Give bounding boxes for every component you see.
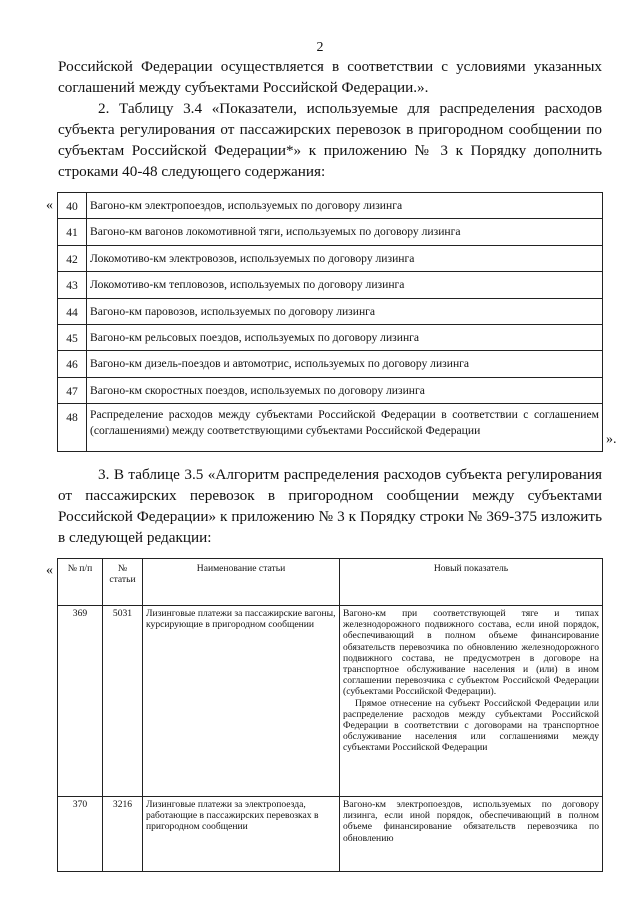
table-row [58, 245, 603, 271]
row-text: Вагоно-км скоростных поездов, используемых по договору лизинга [87, 377, 603, 403]
cell-indicator: Вагоно-км электропоездов, используемых по договору лизинга, если иной порядок, обеспечивающий в полном объеме финансирование обязательств перевозчика по обновлению [340, 797, 603, 872]
table-row [58, 404, 603, 452]
paragraph-3: 3. В таблице 3.5 «Алгоритм распределения расходов субъекта регулирования от пассажирских перевозок в пригородном сообщении между субъектами Российской Федерации» к приложению № 3 к Порядку строки № 369-375 изложить в следующей редакции: [58, 466, 602, 546]
header-number: № п/п [58, 559, 103, 606]
page-number: 2 [316, 40, 324, 55]
table-row [58, 219, 603, 245]
cell-article: 5031 [103, 606, 143, 797]
row-number: 44 [58, 298, 87, 324]
quote-close-mark: ». [606, 432, 617, 447]
row-number: 40 [58, 193, 87, 219]
table-row [58, 324, 603, 350]
row-text: Вагоно-км рельсовых поездов, используемых по договору лизинга [87, 324, 603, 350]
row-text: Распределение расходов между субъектами Российской Федерации в соответствии с соглашением (соглашениями) между соответствующими субъектами Российской Федерации [87, 404, 603, 452]
row-number: 41 [58, 219, 87, 245]
row-number: 48 [58, 404, 87, 452]
quote-open-mark-2: « [46, 563, 53, 578]
indicator-text-2: Прямое отнесение на субъект Российской Федерации или распределение расходов между субъектами Российской Федерации в соответствии с договорами на транспортное обслуживание населения или соглашениями между субъектами Российской Федерации [343, 697, 599, 754]
paragraph-1: Российской Федерации осуществляется в соответствии с условиями указанных соглашений между субъектами Российской Федерации.». [58, 58, 602, 96]
row-number: 43 [58, 272, 87, 298]
table-row [58, 351, 603, 377]
cell-name: Лизинговые платежи за электропоезда, работающие в пассажирских перевозках в пригородном сообщении [143, 797, 340, 872]
table-row [58, 377, 603, 403]
table-row [58, 797, 603, 872]
cell-indicator [340, 606, 603, 797]
row-number: 47 [58, 377, 87, 403]
table-row [58, 298, 603, 324]
paragraph-2: 2. Таблицу 3.4 «Показатели, используемые для распределения расходов субъекта регулирования от пассажирских перевозок в пригородном сообщении по субъектам Российской Федерации*» к приложению № 3 к Порядку дополнить строками 40-48 следующего содержания: [58, 100, 602, 180]
header-indicator: Новый показатель [340, 559, 603, 606]
row-text: Вагоно-км электропоездов, используемых по договору лизинга [87, 193, 603, 219]
cell-number: 370 [58, 797, 103, 872]
table-header-row [58, 559, 603, 606]
table-row [58, 272, 603, 298]
header-article: № статьи [103, 559, 143, 606]
header-name: Наименование статьи [143, 559, 340, 606]
row-text: Вагоно-км вагонов локомотивной тяги, используемых по договору лизинга [87, 219, 603, 245]
row-text: Локомотиво-км электровозов, используемых по договору лизинга [87, 245, 603, 271]
table-3-5-rows [57, 558, 603, 872]
row-number: 45 [58, 324, 87, 350]
table-row [58, 193, 603, 219]
cell-number: 369 [58, 606, 103, 797]
table-row [58, 606, 603, 797]
quote-open-mark: « [46, 198, 53, 213]
row-text: Вагоно-км паровозов, используемых по договору лизинга [87, 298, 603, 324]
row-text: Вагоно-км дизель-поездов и автомотрис, используемых по договору лизинга [87, 351, 603, 377]
table-3-4-rows [57, 192, 603, 452]
cell-article: 3216 [103, 797, 143, 872]
row-number: 46 [58, 351, 87, 377]
cell-name: Лизинговые платежи за пассажирские вагоны, курсирующие в пригородном сообщении [143, 606, 340, 797]
row-text: Локомотиво-км тепловозов, используемых по договору лизинга [87, 272, 603, 298]
row-number: 42 [58, 245, 87, 271]
indicator-text: Вагоно-км при соответствующей тяге и типах железнодорожного подвижного состава, если иной порядок, обеспечивающий в полном объеме финансирование обязательств перевозчика по обновлению железнодорожного подвижного состава, не предусмотрен в договоре на транспортное обслуживание населения и (или) в ином соглашении перевозчика с субъектом Российской Федерации (субъектами Российской Федерации). [343, 608, 599, 698]
